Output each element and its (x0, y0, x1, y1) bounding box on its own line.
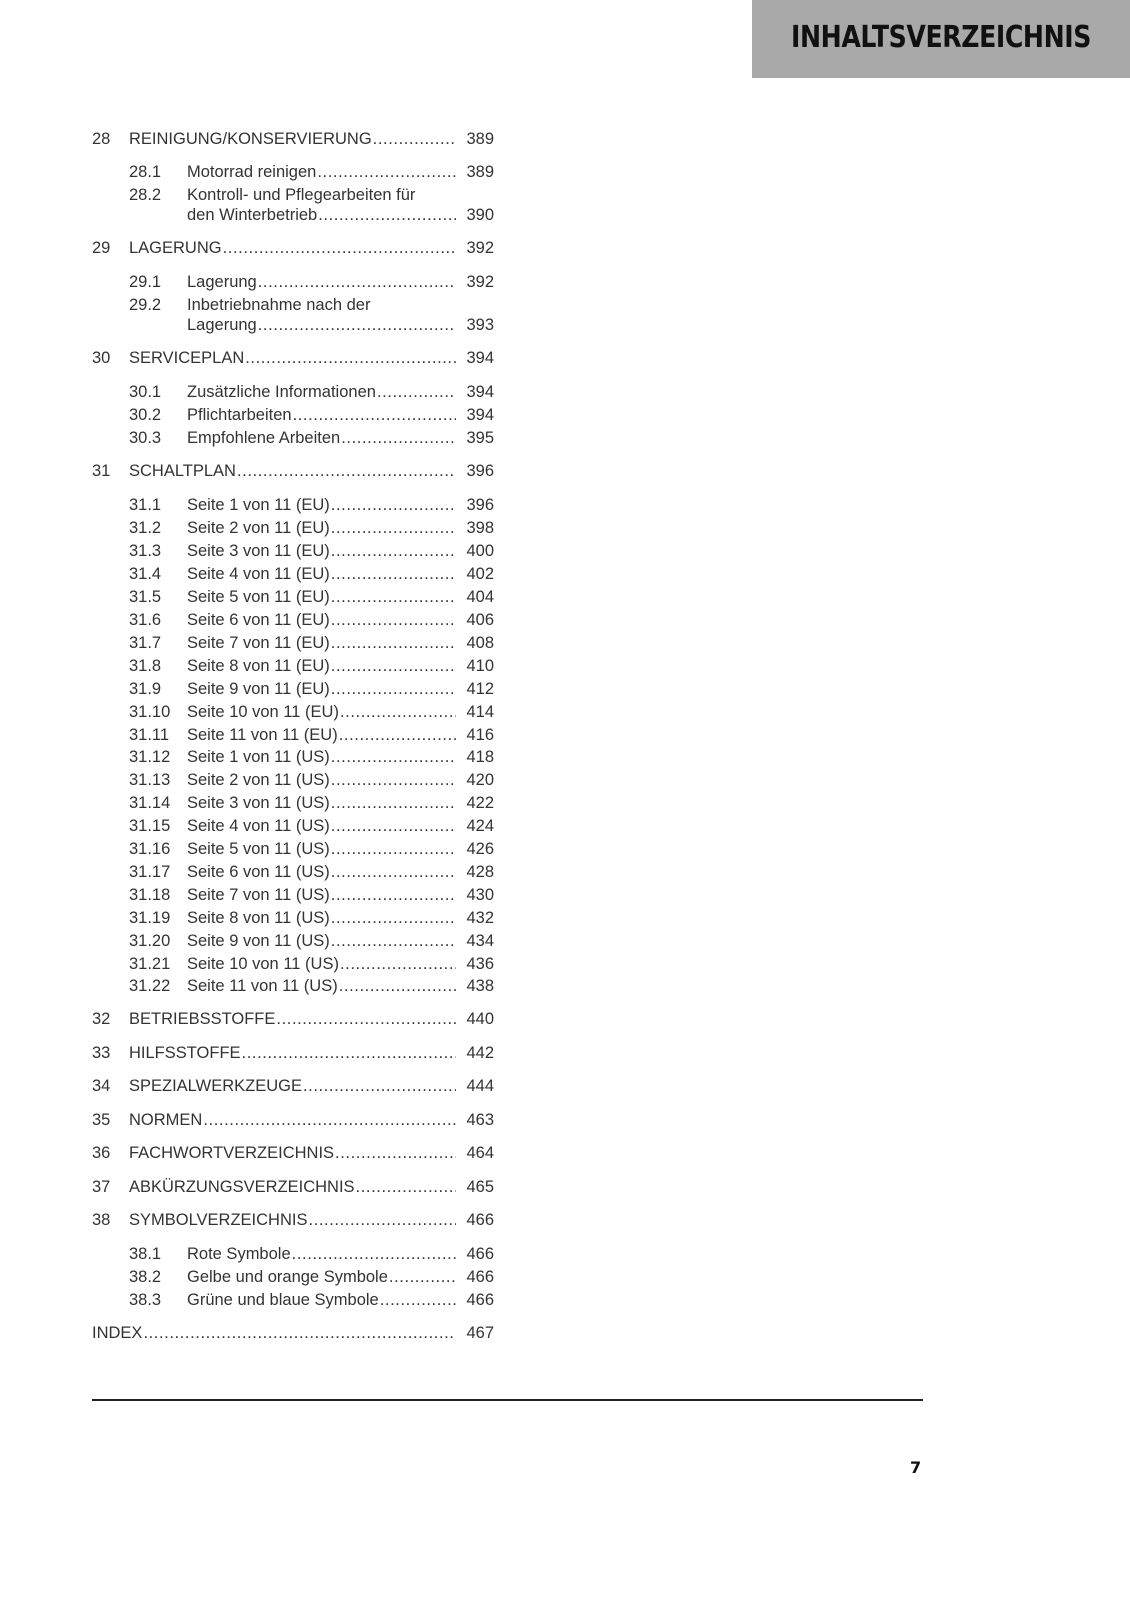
toc-entry-line (129, 1109, 494, 1131)
toc-entry-page: 389 (466, 130, 494, 148)
toc-subsection-entry[interactable] (92, 884, 494, 906)
toc-entry-title: Seite 11 von 11 (EU) (187, 726, 338, 744)
toc-entry-line (129, 237, 494, 259)
dot-leader (293, 404, 456, 426)
toc-subsection-entry[interactable] (92, 314, 494, 336)
toc-subsection-entry[interactable] (92, 975, 494, 997)
toc-entry-line (187, 678, 494, 700)
toc-entry-title: Seite 8 von 11 (US) (187, 909, 330, 927)
toc-entry-page: 428 (466, 863, 494, 881)
toc-index-entry[interactable] (92, 1322, 494, 1344)
toc-entry-title: Empfohlene Arbeiten (187, 429, 341, 447)
toc-entry-page: 466 (466, 1268, 494, 1286)
toc-subsection-entry[interactable] (92, 701, 494, 723)
toc-entry-page: 418 (466, 748, 494, 766)
toc-subsection-entry[interactable] (92, 427, 494, 449)
dot-leader (258, 271, 456, 293)
toc-entry-line (187, 632, 494, 654)
dot-leader (203, 1109, 456, 1131)
dot-leader (331, 930, 456, 952)
toc-entry-line (187, 609, 494, 631)
toc-entry-number: 31.1 (129, 496, 162, 514)
dot-leader (341, 427, 456, 449)
toc-entry-line (187, 815, 494, 837)
toc-entry-page: 463 (466, 1111, 494, 1129)
toc-subsection-entry[interactable] (92, 1266, 494, 1288)
toc-subsection-entry[interactable] (92, 404, 494, 426)
toc-entry-page: 396 (466, 462, 494, 480)
toc-subsection-entry[interactable] (92, 161, 494, 183)
toc-entry-title: SERVICEPLAN (129, 349, 245, 367)
toc-chapter-entry[interactable] (92, 1109, 494, 1131)
toc-entry-title: SCHALTPLAN (129, 462, 236, 480)
toc-entry-line (187, 314, 494, 336)
toc-entry-number: 38.1 (129, 1245, 162, 1263)
toc-entry-title: Seite 1 von 11 (US) (187, 748, 330, 766)
toc-subsection-entry[interactable] (92, 517, 494, 539)
toc-entry-line (187, 953, 494, 975)
toc-entry-page: 464 (466, 1144, 494, 1162)
toc-entry-number: 31.13 (129, 771, 171, 789)
toc-chapter-entry[interactable] (92, 1075, 494, 1097)
dot-leader (317, 161, 456, 183)
toc-entry-line (187, 655, 494, 677)
toc-entry-line (187, 404, 494, 426)
toc-entry-title: Seite 7 von 11 (US) (187, 886, 330, 904)
toc-entry-line (187, 975, 494, 997)
toc-chapter-entry[interactable] (92, 347, 494, 369)
toc-subsection-entry[interactable] (92, 930, 494, 952)
toc-entry-title: FACHWORTVERZEICHNIS (129, 1144, 335, 1162)
toc-entry-line (129, 460, 494, 482)
toc-entry-line (129, 1008, 494, 1030)
toc-entry-title: HILFSSTOFFE (129, 1044, 241, 1062)
toc-entry-title: Seite 3 von 11 (EU) (187, 542, 330, 560)
toc-entry-line (187, 271, 494, 293)
dot-leader (308, 1209, 456, 1231)
dot-leader (331, 907, 456, 929)
toc-entry-title: Inbetriebnahme nach der (187, 296, 371, 314)
toc-subsection-entry[interactable] (92, 655, 494, 677)
toc-entry-page: 393 (466, 316, 494, 334)
toc-entry-number: 31.14 (129, 794, 171, 812)
dot-leader (340, 953, 456, 975)
toc-entry-title: REINIGUNG/KONSERVIERUNG (129, 130, 372, 148)
toc-entry-number: 33 (92, 1044, 111, 1062)
toc-entry-number: 31.9 (129, 680, 162, 698)
toc-entry-title: den Winterbetrieb (187, 206, 318, 224)
toc-entry-line (129, 1142, 494, 1164)
dot-leader (373, 128, 456, 150)
dot-leader (331, 838, 456, 860)
toc-entry-title: ABKÜRZUNGSVERZEICHNIS (129, 1178, 355, 1196)
toc-entry-line (187, 381, 494, 403)
dot-leader (331, 769, 456, 791)
dot-leader (331, 586, 456, 608)
toc-subsection-entry[interactable] (92, 724, 494, 746)
toc-entry-page: 389 (466, 163, 494, 181)
footer-divider (92, 1399, 923, 1401)
toc-entry-line (187, 701, 494, 723)
toc-entry-number: 37 (92, 1178, 111, 1196)
toc-entry-title: Seite 4 von 11 (EU) (187, 565, 330, 583)
toc-entry-line (129, 1075, 494, 1097)
toc-entry-title: Seite 7 von 11 (EU) (187, 634, 330, 652)
toc-entry-number: 29.1 (129, 273, 162, 291)
toc-chapter-entry[interactable] (92, 1042, 494, 1064)
dot-leader (331, 563, 456, 585)
toc-entry-title: BETRIEBSSTOFFE (129, 1010, 276, 1028)
toc-subsection-entry[interactable] (92, 204, 494, 226)
dot-leader (292, 1243, 456, 1265)
dot-leader (303, 1075, 456, 1097)
toc-entry-page: 438 (466, 977, 494, 995)
dot-leader (331, 540, 456, 562)
toc-entry-number: 29 (92, 239, 111, 257)
toc-entry-page: 412 (466, 680, 494, 698)
toc-entry-number: 31.21 (129, 955, 171, 973)
toc-entry-line (187, 517, 494, 539)
toc-subsection-entry[interactable] (92, 563, 494, 585)
toc-entry-number: 38.2 (129, 1268, 162, 1286)
toc-entry-page: 400 (466, 542, 494, 560)
toc-entry-page: 436 (466, 955, 494, 973)
toc-entry-line (129, 128, 494, 150)
toc-entry-title: Seite 6 von 11 (EU) (187, 611, 330, 629)
dot-leader (380, 1289, 456, 1311)
toc-entry-number: 31.18 (129, 886, 171, 904)
toc-entry-number: 28.2 (129, 186, 162, 204)
toc-entry-number: 36 (92, 1144, 111, 1162)
toc-subsection-entry[interactable] (92, 838, 494, 860)
toc-entry-number: 34 (92, 1077, 111, 1095)
toc-subsection-entry[interactable] (92, 907, 494, 929)
toc-entry-page: 416 (466, 726, 494, 744)
toc-entry-number: 30.1 (129, 383, 162, 401)
toc-entry-title: Seite 10 von 11 (EU) (187, 703, 339, 721)
dot-leader (331, 655, 456, 677)
toc-entry-page: 402 (466, 565, 494, 583)
toc-subsection-entry[interactable] (92, 381, 494, 403)
toc-subsection-entry[interactable] (92, 678, 494, 700)
toc-subsection-entry[interactable] (92, 953, 494, 975)
toc-entry-page: 404 (466, 588, 494, 606)
dot-leader (331, 609, 456, 631)
toc-entry-number: 31.5 (129, 588, 162, 606)
toc-chapter-entry[interactable] (92, 1209, 494, 1231)
toc-entry-page: 426 (466, 840, 494, 858)
toc-entry-page: 430 (466, 886, 494, 904)
toc-entry-line (129, 1042, 494, 1064)
toc-entry-page: 396 (466, 496, 494, 514)
toc-entry-line (187, 494, 494, 516)
toc-entry-page: 432 (466, 909, 494, 927)
toc-subsection-entry[interactable] (92, 271, 494, 293)
toc-entry-title: Seite 5 von 11 (EU) (187, 588, 330, 606)
toc-entry-number: 29.2 (129, 296, 162, 314)
toc-entry-number: 31 (92, 462, 111, 480)
toc-subsection-entry[interactable] (92, 792, 494, 814)
toc-entry-page: 465 (466, 1178, 494, 1196)
toc-chapter-entry[interactable] (92, 1176, 494, 1198)
toc-entry-title: Seite 4 von 11 (US) (187, 817, 330, 835)
toc-entry-page: 392 (466, 239, 494, 257)
toc-entry-title: Gelbe und orange Symbole (187, 1268, 388, 1286)
dot-leader (331, 815, 456, 837)
toc-entry-page: 408 (466, 634, 494, 652)
toc-entry-line (187, 769, 494, 791)
toc-entry-title: SPEZIALWERKZEUGE (129, 1077, 302, 1095)
dot-leader (242, 1042, 456, 1064)
toc-entry-number: 30.3 (129, 429, 162, 447)
dot-leader (331, 861, 456, 883)
toc-entry-title: Lagerung (187, 316, 257, 334)
toc-entry-page: 442 (466, 1044, 494, 1062)
toc-entry-page: 395 (466, 429, 494, 447)
toc-entry-number: 31.16 (129, 840, 171, 858)
toc-entry-line (187, 294, 494, 316)
toc-entry-title: Pflichtarbeiten (187, 406, 292, 424)
dot-leader (356, 1176, 456, 1198)
toc-entry-title: Motorrad reinigen (187, 163, 317, 181)
toc-entry-line (129, 1176, 494, 1198)
toc-entry-title: SYMBOLVERZEICHNIS (129, 1211, 308, 1229)
toc-entry-title: Seite 2 von 11 (EU) (187, 519, 330, 537)
toc-entry-page: 422 (466, 794, 494, 812)
toc-entry-page: 398 (466, 519, 494, 537)
toc-entry-title: Seite 9 von 11 (US) (187, 932, 330, 950)
toc-entry-number: 31.8 (129, 657, 162, 675)
dot-leader (331, 517, 456, 539)
toc-subsection-entry[interactable] (92, 632, 494, 654)
toc-entry-line (187, 792, 494, 814)
toc-entry-line (187, 161, 494, 183)
dot-leader (331, 746, 456, 768)
toc-entry-page: 467 (466, 1324, 494, 1342)
toc-entry-title: Rote Symbole (187, 1245, 291, 1263)
toc-entry-number: 28.1 (129, 163, 162, 181)
toc-subsection-entry[interactable] (92, 769, 494, 791)
toc-entry-line (187, 930, 494, 952)
dot-leader (331, 884, 456, 906)
toc-entry-number: 31.11 (129, 726, 170, 744)
toc-entry-page: 466 (466, 1291, 494, 1309)
toc-subsection-entry[interactable] (92, 586, 494, 608)
toc-entry-page: 466 (466, 1245, 494, 1263)
toc-entry-title: LAGERUNG (129, 239, 222, 257)
toc-subsection-entry[interactable] (92, 184, 494, 206)
dot-leader (331, 494, 456, 516)
dot-leader (340, 701, 456, 723)
toc-entry-title: Lagerung (187, 273, 257, 291)
toc-entry-page: 424 (466, 817, 494, 835)
toc-entry-line (187, 861, 494, 883)
page-number: 7 (910, 1458, 922, 1477)
toc-entry-page: 414 (466, 703, 494, 721)
dot-leader (143, 1322, 456, 1344)
dot-leader (318, 204, 456, 226)
toc-entry-number: 31.20 (129, 932, 171, 950)
toc-entry-title: INDEX (92, 1324, 143, 1342)
toc-entry-page: 410 (466, 657, 494, 675)
toc-entry-number: 31.2 (129, 519, 162, 537)
toc-entry-line (187, 907, 494, 929)
toc-entry-page: 394 (466, 383, 494, 401)
toc-entry-title: Seite 1 von 11 (EU) (187, 496, 330, 514)
toc-subsection-entry[interactable] (92, 746, 494, 768)
toc-entry-number: 31.7 (129, 634, 162, 652)
toc-entry-page: 466 (466, 1211, 494, 1229)
dot-leader (339, 975, 456, 997)
toc-entry-title: Kontroll- und Pflegearbeiten für (187, 186, 416, 204)
toc-entry-number: 35 (92, 1111, 111, 1129)
toc-entry-number: 31.10 (129, 703, 171, 721)
toc-entry-title: Grüne und blaue Symbole (187, 1291, 379, 1309)
dot-leader (331, 678, 456, 700)
toc-entry-page: 394 (466, 349, 494, 367)
toc-entry-page: 434 (466, 932, 494, 950)
toc-entry-number: 38.3 (129, 1291, 162, 1309)
toc-entry-number: 38 (92, 1211, 111, 1229)
toc-entry-line (187, 1266, 494, 1288)
toc-entry-number: 31.6 (129, 611, 162, 629)
dot-leader (245, 347, 456, 369)
toc-chapter-entry[interactable] (92, 460, 494, 482)
toc-chapter-entry[interactable] (92, 1008, 494, 1030)
toc-entry-line (187, 427, 494, 449)
toc-entry-line (129, 347, 494, 369)
section-title: INHALTSVERZEICHNIS (791, 20, 1091, 55)
toc-entry-page: 392 (466, 273, 494, 291)
toc-entry-line (187, 838, 494, 860)
toc-subsection-entry[interactable] (92, 1289, 494, 1311)
toc-entry-line (187, 586, 494, 608)
toc-entry-line (187, 746, 494, 768)
toc-entry-line (187, 1289, 494, 1311)
toc-entry-number: 31.4 (129, 565, 162, 583)
toc-entry-page: 406 (466, 611, 494, 629)
toc-subsection-entry[interactable] (92, 294, 494, 316)
toc-chapter-entry[interactable] (92, 1142, 494, 1164)
toc-entry-title: Seite 11 von 11 (US) (187, 977, 338, 995)
toc-subsection-entry[interactable] (92, 815, 494, 837)
toc-entry-number: 31.12 (129, 748, 171, 766)
toc-entry-line (187, 184, 494, 206)
toc-entry-number: 30.2 (129, 406, 162, 424)
dot-leader (331, 632, 456, 654)
toc-entry-page: 390 (466, 206, 494, 224)
toc-entry-title: Seite 10 von 11 (US) (187, 955, 339, 973)
toc-chapter-entry[interactable] (92, 237, 494, 259)
toc-entry-title: Seite 5 von 11 (US) (187, 840, 330, 858)
toc-entry-title: Seite 8 von 11 (EU) (187, 657, 330, 675)
toc-entry-number: 31.15 (129, 817, 171, 835)
toc-entry-title: Zusätzliche Informationen (187, 383, 376, 401)
toc-entry-line (187, 884, 494, 906)
toc-entry-number: 31.19 (129, 909, 171, 927)
dot-leader (331, 792, 456, 814)
toc-subsection-entry[interactable] (92, 494, 494, 516)
toc-entry-line (187, 540, 494, 562)
dot-leader (223, 237, 456, 259)
toc-entry-number: 32 (92, 1010, 111, 1028)
toc-entry-line (187, 1243, 494, 1265)
toc-entry-title: Seite 3 von 11 (US) (187, 794, 330, 812)
toc-entry-page: 444 (466, 1077, 494, 1095)
toc-entry-title: NORMEN (129, 1111, 203, 1129)
toc-entry-number: 31.3 (129, 542, 162, 560)
toc-entry-line (129, 1209, 494, 1231)
toc-entry-number: 31.22 (129, 977, 171, 995)
toc-entry-line (187, 204, 494, 226)
dot-leader (339, 724, 456, 746)
toc-entry-number: 28 (92, 130, 111, 148)
toc-entry-page: 420 (466, 771, 494, 789)
dot-leader (377, 381, 456, 403)
toc-subsection-entry[interactable] (92, 861, 494, 883)
dot-leader (237, 460, 456, 482)
toc-entry-line (187, 724, 494, 746)
toc-entry-line (187, 563, 494, 585)
dot-leader (389, 1266, 456, 1288)
dot-leader (258, 314, 456, 336)
toc-subsection-entry[interactable] (92, 540, 494, 562)
toc-entry-title: Seite 2 von 11 (US) (187, 771, 330, 789)
toc-chapter-entry[interactable] (92, 128, 494, 150)
toc-subsection-entry[interactable] (92, 609, 494, 631)
toc-entry-page: 394 (466, 406, 494, 424)
toc-entry-number: 31.17 (129, 863, 171, 881)
toc-entry-page: 440 (466, 1010, 494, 1028)
toc-entry-title: Seite 9 von 11 (EU) (187, 680, 330, 698)
toc-entry-title: Seite 6 von 11 (US) (187, 863, 330, 881)
dot-leader (276, 1008, 456, 1030)
toc-subsection-entry[interactable] (92, 1243, 494, 1265)
toc-entry-number: 30 (92, 349, 111, 367)
toc-entry-line (92, 1322, 494, 1344)
dot-leader (335, 1142, 456, 1164)
